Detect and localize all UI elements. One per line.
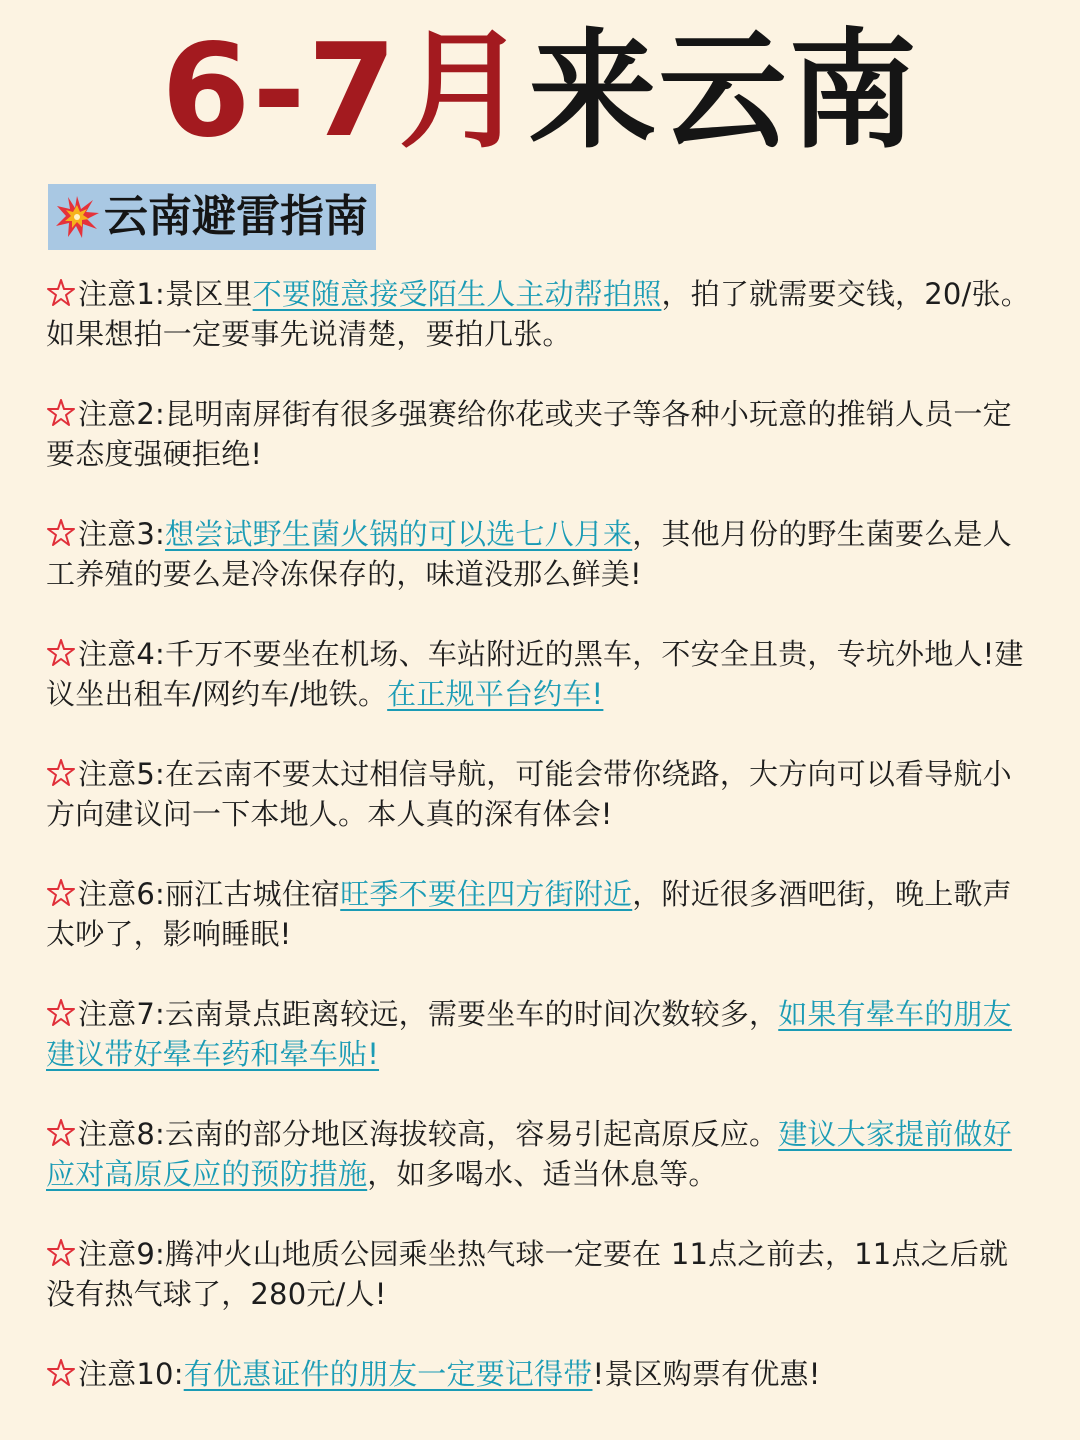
- note-item: [46, 1354, 1036, 1394]
- section-heading: [48, 184, 376, 250]
- note-item: [46, 394, 1036, 474]
- anger-star-icon: [46, 1118, 76, 1148]
- anger-star-icon: [46, 278, 76, 308]
- note-text: ，附近很多酒吧街，晚上歌声太吵了，影响睡眠!: [46, 877, 1012, 951]
- note-highlight[interactable]: 不要随意接受陌生人主动帮拍照: [252, 277, 662, 311]
- note-text: 注意6:丽江古城住宿: [78, 877, 341, 911]
- note-text: 注意4:千万不要坐在机场、车站附近的黑车，不安全且贵，专坑外地人!建议坐出租车/网约车/地铁。: [46, 637, 1024, 711]
- note-item: [46, 994, 1036, 1074]
- anger-star-icon: [46, 758, 76, 788]
- anger-star-icon: [46, 398, 76, 428]
- anger-star-icon: [46, 518, 76, 548]
- note-item: [46, 754, 1036, 834]
- anger-star-icon: [46, 998, 76, 1028]
- note-text: ，其他月份的野生菌要么是人工养殖的要么是冷冻保存的，味道没那么鲜美!: [46, 517, 1012, 591]
- collision-burst-icon: [54, 194, 100, 240]
- note-text: 注意3:: [78, 517, 166, 551]
- title-destination: 来云南: [528, 17, 919, 166]
- note-text: 注意2:昆明南屏街有很多强赛给你花或夹子等各种小玩意的推销人员一定要态度强硬拒绝!: [46, 397, 1012, 471]
- note-highlight[interactable]: 有优惠证件的朋友一定要记得带: [183, 1357, 593, 1391]
- note-text: ，如多喝水、适当休息等。: [367, 1157, 718, 1191]
- note-text: 注意10:: [78, 1357, 184, 1391]
- note-highlight[interactable]: 想尝试野生菌火锅的可以选七八月来: [165, 517, 633, 551]
- note-highlight[interactable]: 建议大家提前做好应对高原反应的预防措施: [46, 1117, 1012, 1191]
- anger-star-icon: [46, 1358, 76, 1388]
- note-text: !景区购票有优惠!: [592, 1357, 821, 1391]
- anger-star-icon: [46, 638, 76, 668]
- title-month: 6-7月: [161, 17, 529, 166]
- anger-star-icon: [46, 1238, 76, 1268]
- note-item: [46, 1114, 1036, 1194]
- note-text: 注意1:景区里: [78, 277, 253, 311]
- note-text: ，拍了就需要交钱，20/张。如果想拍一定要事先说清楚，要拍几张。: [46, 277, 1030, 351]
- section-heading-text: 云南避雷指南: [104, 191, 368, 242]
- note-item: [46, 874, 1036, 954]
- note-highlight[interactable]: 如果有晕车的朋友建议带好晕车药和晕车贴!: [46, 997, 1012, 1071]
- anger-star-icon: [46, 878, 76, 908]
- note-text: 注意5:在云南不要太过相信导航，可能会带你绕路，大方向可以看导航小方向建议问一下本地人。本人真的深有体会!: [46, 757, 1012, 831]
- note-item: [46, 1234, 1036, 1314]
- note-item: [46, 634, 1036, 714]
- note-text: 注意8:云南的部分地区海拔较高，容易引起高原反应。: [78, 1117, 779, 1151]
- page-title: [0, 17, 1080, 166]
- note-item: [46, 274, 1036, 354]
- note-item: [46, 514, 1036, 594]
- note-text: 注意9:腾冲火山地质公园乘坐热气球一定要在 11点之前去，11点之后就没有热气球了，280元/人!: [46, 1237, 1009, 1311]
- note-text: 注意7:云南景点距离较远，需要坐车的时间次数较多，: [78, 997, 779, 1031]
- note-highlight[interactable]: 在正规平台约车!: [387, 677, 604, 711]
- note-highlight[interactable]: 旺季不要住四方街附近: [340, 877, 633, 911]
- notes-list: [46, 274, 1036, 1434]
